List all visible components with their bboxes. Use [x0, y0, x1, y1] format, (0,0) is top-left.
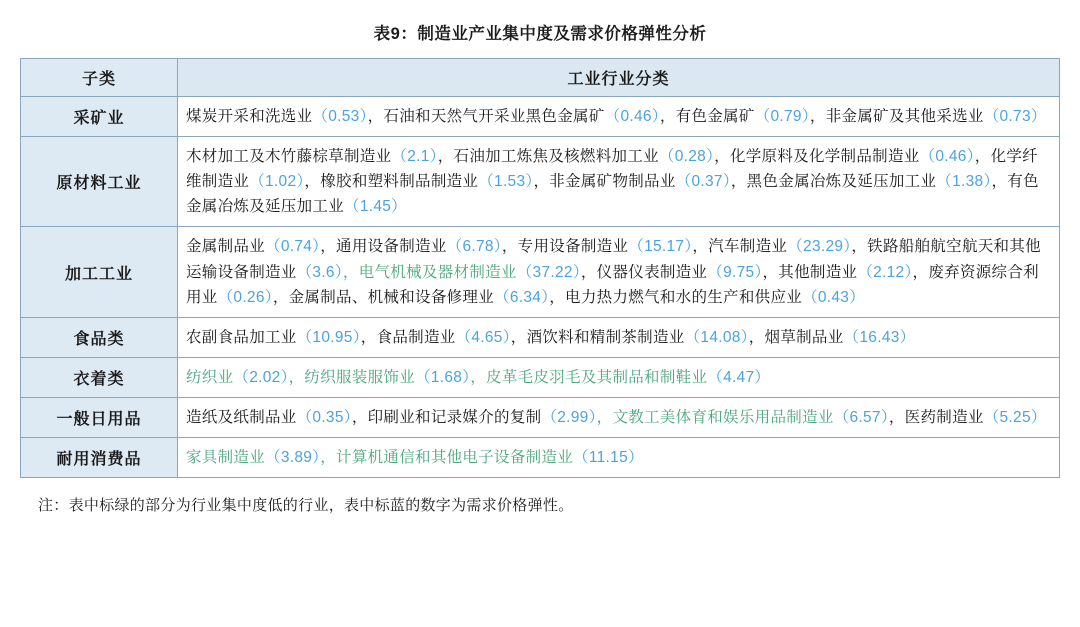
elasticity-value: （0.43） — [802, 288, 866, 306]
row-industry-list — [178, 97, 1060, 137]
industry-name: ，仪器仪表制造业 — [580, 263, 708, 281]
elasticity-value: （6.34） — [494, 288, 550, 306]
table-row — [21, 137, 1060, 227]
row-industry-list — [178, 317, 1060, 357]
industry-name: ，皮革毛皮羽毛及其制品和制鞋业 — [470, 368, 708, 386]
elasticity-value: （9.75） — [707, 263, 763, 281]
elasticity-value: （10.95） — [296, 328, 361, 346]
industry-name: ，非金属矿及其他采选业 — [809, 108, 984, 125]
elasticity-value: （16.43） — [843, 328, 916, 346]
elasticity-value: （1.45） — [344, 198, 407, 216]
elasticity-value: （0.73） — [983, 108, 1047, 125]
industry-name: ，电气机械及器材制造业 — [342, 263, 517, 281]
elasticity-value: （2.12） — [857, 263, 913, 281]
row-industry-list — [178, 137, 1060, 227]
industry-name: ，食品制造业 — [360, 328, 456, 346]
table-row — [21, 317, 1060, 357]
industry-name: ，化学原料及化学制品制造业 — [714, 148, 920, 166]
industry-name: ，有色金属冶炼及延压加工业 — [186, 173, 1039, 216]
row-industry-list — [178, 438, 1060, 478]
elasticity-value: （1.02） — [249, 173, 305, 191]
elasticity-value: （14.08） — [684, 328, 749, 346]
industry-name: ，通用设备制造业 — [320, 238, 447, 256]
elasticity-value: （0.28） — [658, 148, 715, 166]
elasticity-value: （1.68） — [415, 368, 471, 386]
elasticity-value: （3.89） — [265, 449, 321, 467]
elasticity-value: （2.02） — [233, 368, 289, 386]
industry-name: ，专用设备制造业 — [501, 238, 629, 256]
industry-name: ，医药制造业 — [888, 408, 984, 426]
elasticity-value: （0.35） — [296, 408, 352, 426]
industry-name: ，文教工美体育和娱乐用品制造业 — [596, 408, 834, 426]
industry-name: ，石油和天然气开采业黑色金属矿 — [367, 108, 605, 125]
table-row — [21, 438, 1060, 478]
row-category: 采矿业 — [21, 97, 178, 137]
industry-name: ，烟草制品业 — [748, 328, 844, 346]
industry-name: ，黑色金属冶炼及延压加工业 — [730, 173, 937, 191]
industry-name: ，橡胶和塑料制品制造业 — [304, 173, 479, 191]
elasticity-value: （5.25） — [983, 408, 1047, 426]
row-industry-list — [178, 357, 1060, 397]
elasticity-value: （0.53） — [312, 108, 368, 125]
elasticity-value: （4.47） — [707, 368, 771, 386]
elasticity-value: （1.38） — [936, 173, 992, 191]
elasticity-value: （0.37） — [675, 173, 731, 191]
table-row — [21, 227, 1060, 317]
row-category: 一般日用品 — [21, 397, 178, 437]
elasticity-value: （3.6） — [296, 263, 343, 281]
table-row — [21, 357, 1060, 397]
industry-name: ，酒饮料和精制茶制造业 — [510, 328, 685, 346]
table-header-row — [21, 59, 1060, 97]
elasticity-value: （15.17） — [628, 238, 693, 256]
elasticity-value: （0.26） — [217, 288, 273, 306]
row-category: 原材料工业 — [21, 137, 178, 227]
elasticity-value: （0.46） — [604, 108, 660, 125]
industry-name: ，有色金属矿 — [659, 108, 755, 125]
industry-name: 农副食品加工业 — [186, 328, 297, 346]
industry-name: ，废弃资源综合利用业 — [186, 263, 1039, 306]
row-industry-list — [178, 397, 1060, 437]
elasticity-value: （23.29） — [787, 238, 852, 256]
industry-name: ，电力热力燃气和水的生产和供应业 — [549, 288, 803, 306]
industry-table — [20, 58, 1060, 478]
industry-name: ，金属制品、机械和设备修理业 — [272, 288, 495, 306]
industry-name: 家具制造业 — [186, 449, 266, 467]
industry-name: ，印刷业和记录媒介的复制 — [351, 408, 542, 426]
elasticity-value: （6.57） — [833, 408, 889, 426]
elasticity-value: （2.1） — [391, 148, 438, 166]
row-category: 耐用消费品 — [21, 438, 178, 478]
industry-name: 煤炭开采和洗选业 — [186, 108, 313, 125]
elasticity-value: （37.22） — [516, 263, 581, 281]
industry-name: 金属制品业 — [186, 238, 266, 256]
table-caption: 表9：制造业产业集中度及需求价格弹性分析 — [373, 25, 707, 43]
elasticity-value: （0.79） — [754, 108, 810, 125]
table-note: 注：表中标绿的部分为行业集中度低的行业，表中标蓝的数字为需求价格弹性。 — [38, 497, 574, 515]
industry-name: ，化学纤维制造业 — [186, 148, 1038, 191]
row-industry-list — [178, 227, 1060, 317]
industry-name: 木材加工及木竹藤棕草制造业 — [186, 148, 392, 166]
elasticity-value: （1.53） — [478, 173, 534, 191]
industry-name: ，石油加工炼焦及核燃料加工业 — [437, 148, 659, 166]
row-category: 加工工业 — [21, 227, 178, 317]
header-subcategory: 子类 — [21, 59, 178, 97]
row-category: 食品类 — [21, 317, 178, 357]
industry-name: ，铁路船舶航空航天和其他运输设备制造业 — [186, 238, 1041, 281]
table-row — [21, 397, 1060, 437]
row-category: 衣着类 — [21, 357, 178, 397]
industry-name: 造纸及纸制品业 — [186, 408, 297, 426]
elasticity-value: （4.65） — [455, 328, 511, 346]
industry-name: ，非金属矿物制品业 — [533, 173, 676, 191]
elasticity-value: （0.46） — [919, 148, 975, 166]
industry-name: 纺织业 — [186, 368, 234, 386]
industry-name: ，计算机通信和其他电子设备制造业 — [320, 449, 574, 467]
table-body — [21, 97, 1060, 478]
elasticity-value: （11.15） — [573, 449, 644, 467]
table-row — [21, 97, 1060, 137]
elasticity-value: （0.74） — [265, 238, 321, 256]
industry-name: ，纺织服装服饰业 — [288, 368, 416, 386]
industry-name: ，汽车制造业 — [692, 238, 788, 256]
elasticity-value: （2.99） — [541, 408, 597, 426]
header-industry-classification: 工业行业分类 — [178, 59, 1060, 97]
industry-name: ，其他制造业 — [762, 263, 858, 281]
elasticity-value: （6.78） — [446, 238, 502, 256]
